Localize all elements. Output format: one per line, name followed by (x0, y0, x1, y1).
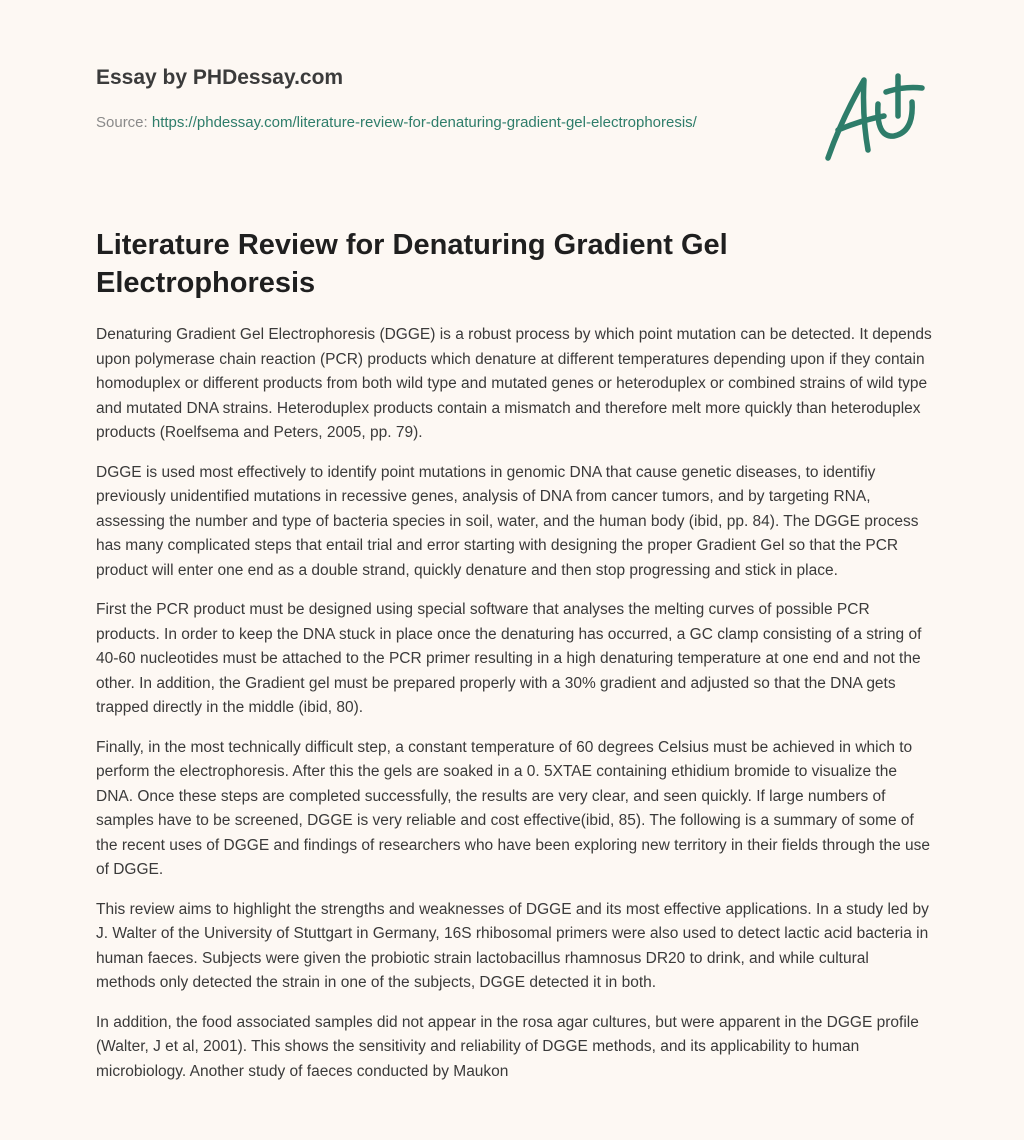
article-body (96, 323, 932, 1099)
article-paragraph: DGGE is used most effectively to identify point mutations in genomic DNA that cause genetic diseases, to identifiy previously unidentified mutations in recessive genes, analysis of DNA from cancer tumors, and by targeting RNA, assessing the number and type of bacteria species in soil, water, and the human body (ibid, pp. 84). The DGGE process has many complicated steps that entail trial and error starting with designing the proper Gradient Gel so that the PCR product will enter one end as a double strand, quickly denature and then stop progressing and stick in place. (96, 463, 919, 579)
article-paragraph: Denaturing Gradient Gel Electrophoresis (DGGE) is a robust process by which point mutation can be detected. It depends upon polymerase chain reaction (PCR) products which denature at different temperatures depending upon if they contain homoduplex or different products from both wild type and mutated genes or heteroduplex or combined strains of wild type and mutated DNA strains. Heteroduplex products contain a mismatch and therefore melt more quickly than heteroduplex products (Roelfsema and Peters, 2005, pp. 79). (96, 326, 932, 441)
article-paragraph: In addition, the food associated samples did not appear in the rosa agar cultures, but were apparent in the DGGE profile (Walter, J et al, 2001). This shows the sensitivity and reliability of DGGE methods, and its applicability to human microbiology. Another study of faeces conducted by Maukon (96, 1013, 919, 1080)
source-line (96, 112, 736, 134)
a-plus-logo-icon (818, 66, 930, 166)
source-label: Source: (96, 114, 148, 131)
page-header (96, 64, 736, 134)
article-paragraph: First the PCR product must be designed using special software that analyses the melting curves of possible PCR products. In order to keep the DNA stuck in place once the denaturing has occurred, a GC clamp consisting of a string of 40-60 nucleotides must be attached to the PCR primer resulting in a high denaturing temperature at one end and not the other. In addition, the Gradient gel must be prepared properly with a 30% gradient and adjusted so that the DNA gets trapped directly in the middle (ibid, 80). (96, 601, 922, 716)
article-paragraph: Finally, in the most technically difficult step, a constant temperature of 60 degrees Celsius must be achieved in which to perform the electrophoresis. After this the gels are soaked in a 0. 5XTAE containing ethidium bromide to visualize the DNA. Once these steps are completed successfully, the results are very clear, and seen quickly. If large numbers of samples have to be screened, DGGE is very reliable and cost effective(ibid, 85). The following is a summary of some of the recent uses of DGGE and findings of researchers who have been exploring new territory in their fields through the use of DGGE. (96, 738, 931, 878)
source-link[interactable]: https://phdessay.com/literature-review-for-denaturing-gradient-gel-electrophoresis/ (151, 114, 697, 131)
article-paragraph: This review aims to highlight the strengths and weaknesses of DGGE and its most effective applications. In a study led by J. Walter of the University of Stuttgart in Germany, 16S rhibosomal primers were also used to detect lactic acid bacteria in human faeces. Subjects were given the probiotic strain lactobacillus rhamnosus DR20 to drink, and while cultural methods only detected the strain in one of the subjects, DGGE detected it in both. (96, 900, 929, 991)
article-title: Literature Review for Denaturing Gradient Gel Electrophoresis (96, 229, 728, 299)
site-brand: Essay by PHDessay.com (96, 66, 344, 89)
